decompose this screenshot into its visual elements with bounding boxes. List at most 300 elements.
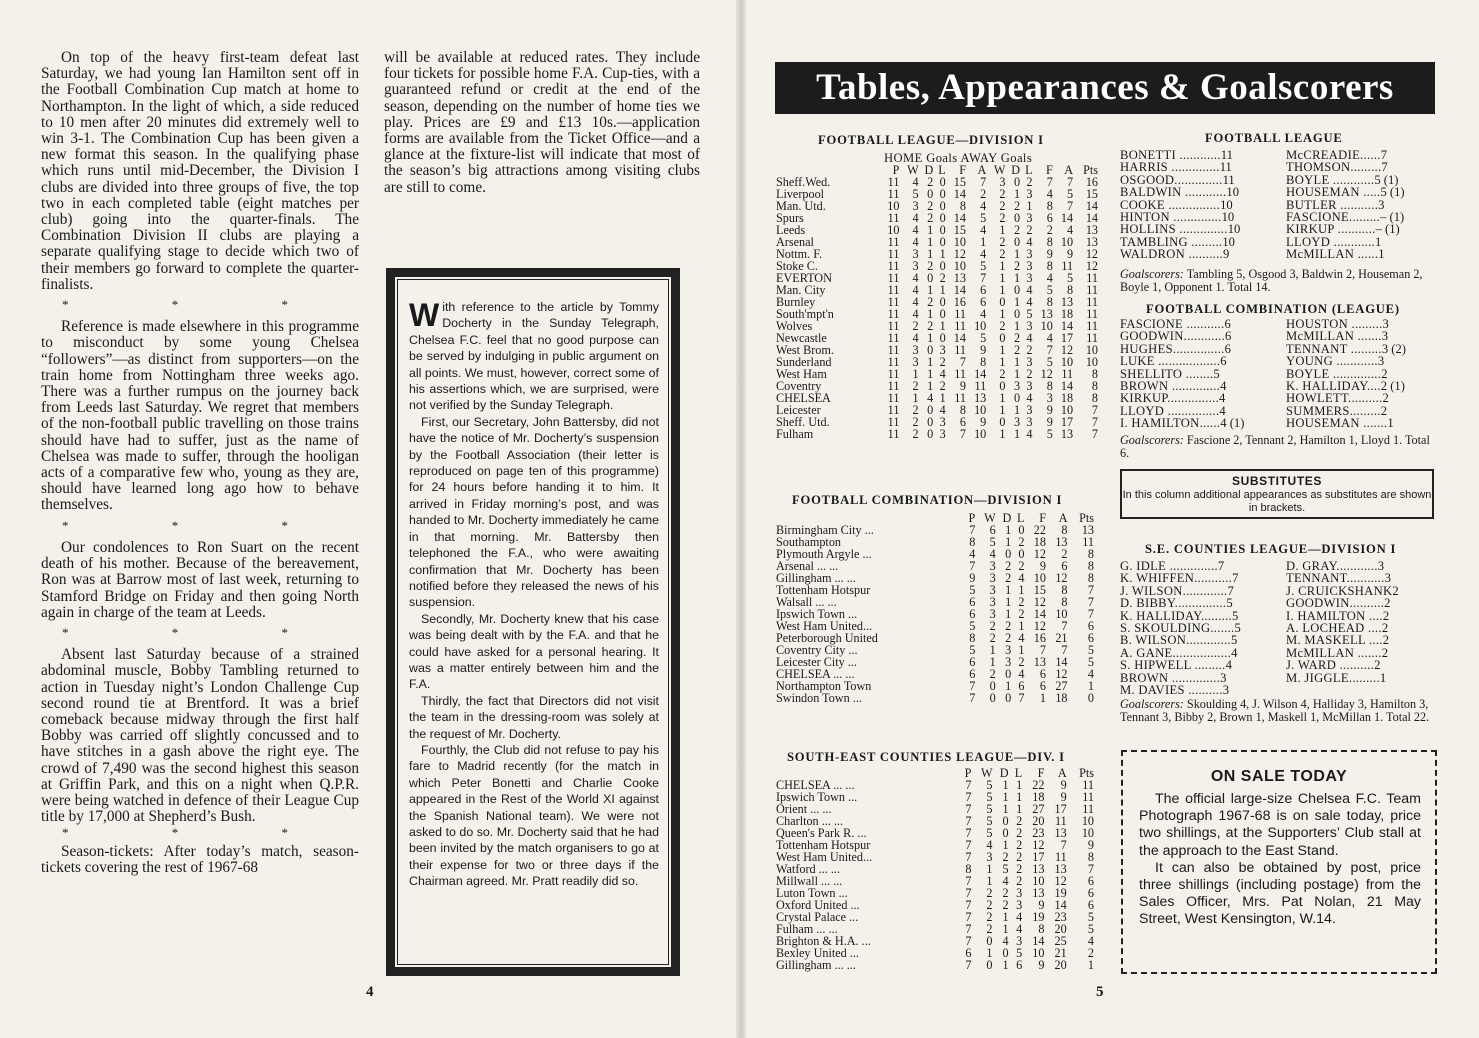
team-name: CHELSEA xyxy=(776,391,831,405)
appearance-entry xyxy=(1120,248,1272,260)
stat-cell: 4 xyxy=(1026,235,1033,249)
stat-cell: 9 xyxy=(1060,778,1067,792)
appearance-count: 6 xyxy=(1224,341,1231,356)
stat-cell: 0 xyxy=(1005,667,1012,681)
stat-cell: 18 xyxy=(1060,307,1074,321)
stat-cell: 2 xyxy=(1005,619,1012,633)
table-row xyxy=(776,692,1094,704)
stat-cell: 7 xyxy=(1087,583,1094,597)
stat-cell: 13 xyxy=(974,391,987,405)
stat-cell: 2 xyxy=(1002,898,1009,912)
stat-cell: 10 xyxy=(1040,319,1053,333)
appearance-count: 3 xyxy=(1377,354,1385,369)
appearance-count: 1 xyxy=(1379,670,1387,685)
stat-cell: 6 xyxy=(1039,679,1046,693)
stat-cell: 13 xyxy=(1055,535,1068,549)
stat-cell: 4 xyxy=(1087,934,1094,948)
stat-cell: 5 xyxy=(1067,187,1074,201)
stat-cell: 4 xyxy=(980,247,987,261)
stat-cell: 15 xyxy=(953,223,966,237)
div1-table xyxy=(776,164,1098,440)
stat-cell: 2 xyxy=(927,259,934,273)
appearance-count: 5 xyxy=(1226,596,1233,611)
column-header: L xyxy=(1014,766,1023,780)
stat-cell: 21 xyxy=(1054,946,1067,960)
stat-cell: 17 xyxy=(1054,802,1067,816)
appearance-count: 1 xyxy=(1375,234,1382,249)
player-name: HOLLINS .............. xyxy=(1120,222,1228,237)
stat-cell: 1 xyxy=(927,235,934,249)
stat-cell: 3 xyxy=(1026,403,1033,417)
stat-cell: 11 xyxy=(1054,850,1067,864)
column-header: D xyxy=(1002,511,1012,525)
stat-cell: 9 xyxy=(1046,247,1053,261)
stat-cell: 1 xyxy=(986,862,993,876)
stat-cell: 3 xyxy=(1005,643,1012,657)
team-name: Leeds xyxy=(776,223,806,237)
stat-cell: 8 xyxy=(965,862,972,876)
team-name: Man. City xyxy=(776,283,826,297)
stat-cell: 2 xyxy=(1087,946,1094,960)
stat-cell: 1 xyxy=(999,271,1006,285)
player-name: GOODWIN............ xyxy=(1120,329,1226,344)
stat-cell: 7 xyxy=(1087,607,1094,621)
team-name: Tottenham Hotspur xyxy=(776,838,871,852)
stat-cell: 1 xyxy=(927,331,934,345)
stat-cell: 1 xyxy=(989,643,996,657)
stat-cell: 11 xyxy=(954,391,966,405)
article-paragraph: Absent last Saturday because of a strained abdominal muscle, Bobby Tambling returned to action in Tuesday night’s London Challenge Cup second round tie at Brentford. It was a brief comeback because midway through the first half Bobby was carried off slightly concussed and to have stitches in a gash above the right eye. The crowd of 7,490 was the second highest this season at Griffin Park, and this on a night when Q.P.R. were being watched in defence of their League Cup title by 17,000 at Shepherd’s Bush. xyxy=(41,646,359,826)
team-name: Sheff.Wed. xyxy=(776,175,831,189)
stat-cell: 14 xyxy=(1060,319,1074,333)
team-name: Plymouth Argyle ... xyxy=(776,547,872,561)
stat-cell: 1 xyxy=(1039,691,1046,705)
stat-cell: 8 xyxy=(1046,259,1053,273)
stat-cell: 3 xyxy=(1014,415,1021,429)
player-name: COOKE ............... xyxy=(1120,197,1221,212)
stat-cell: 19 xyxy=(1054,886,1067,900)
stat-cell: 2 xyxy=(1014,331,1021,345)
stat-cell: 18 xyxy=(1032,790,1045,804)
page-number-left: 4 xyxy=(366,984,374,1000)
team-name: Crystal Palace ... xyxy=(776,910,859,924)
stat-cell: 3 xyxy=(989,559,996,573)
stat-cell: 0 xyxy=(939,199,946,213)
stat-cell: 12 xyxy=(1085,247,1098,261)
appearance-count: 10 xyxy=(1226,185,1239,200)
appearance-count: 4 xyxy=(1225,658,1232,673)
stat-cell: 2 xyxy=(986,898,993,912)
club-statement-box xyxy=(386,268,680,976)
on-sale-paragraph: It can also be obtained by post, price three shillings (including postage) from the Sales Officer, Mrs. Pat Nolan, 21 May Street, West Kensington, W.14. xyxy=(1139,859,1421,928)
club-statement xyxy=(409,299,659,890)
appearance-count: 2 xyxy=(1384,596,1391,611)
table-row xyxy=(776,959,1094,971)
player-name: OSGOOD.............. xyxy=(1120,172,1223,187)
appearance-count: 2 xyxy=(1382,391,1389,406)
stat-cell: 1 xyxy=(1014,271,1021,285)
appearance-count: 3 (2) xyxy=(1381,341,1406,356)
stat-cell: 6 xyxy=(969,667,976,681)
stat-cell: 18 xyxy=(1033,535,1046,549)
stat-cell: 9 xyxy=(1060,790,1067,804)
stat-cell: 5 xyxy=(1026,307,1033,321)
stat-cell: 8 xyxy=(1091,391,1098,405)
stat-cell: 2 xyxy=(1016,814,1023,828)
stat-cell: 4 xyxy=(1026,295,1033,309)
stat-cell: 0 xyxy=(1014,307,1021,321)
stat-cell: 3 xyxy=(1005,655,1012,669)
player-name: THOMSON......... xyxy=(1286,160,1382,175)
stat-cell: 2 xyxy=(1014,199,1021,213)
stat-cell: 2 xyxy=(1046,223,1053,237)
section-stars: * * * xyxy=(62,624,338,640)
player-name: WALDRON .......... xyxy=(1120,247,1223,262)
player-name: GOODWIN.......... xyxy=(1286,596,1385,611)
team-name: Man. Utd. xyxy=(776,199,826,213)
stat-cell: 5 xyxy=(989,535,996,549)
stat-cell: 2 xyxy=(999,235,1006,249)
section-stars: * * * xyxy=(62,825,338,841)
comb-goalscorers: Goalscorers: Fascione 2, Tennant 2, Hamilton 1, Lloyd 1. Total 6. xyxy=(1120,433,1430,460)
stat-cell: 22 xyxy=(1032,778,1045,792)
stat-cell: 7 xyxy=(1060,838,1067,852)
stat-cell: 3 xyxy=(912,247,919,261)
stat-cell: 6 xyxy=(1018,679,1025,693)
appearance-entry xyxy=(1272,417,1438,429)
stat-cell: 4 xyxy=(1018,571,1025,585)
sec-table xyxy=(776,767,1094,971)
substitutes-title: SUBSTITUTES xyxy=(1232,474,1322,488)
appearance-count: 1 xyxy=(1378,247,1385,262)
stat-cell: 3 xyxy=(1026,247,1033,261)
appearance-count: 10 xyxy=(1221,210,1235,225)
stat-cell: 2 xyxy=(999,247,1006,261)
stat-cell: 1 xyxy=(1018,643,1025,657)
stat-cell: 0 xyxy=(1014,283,1021,297)
stat-cell: 1 xyxy=(1005,679,1012,693)
stat-cell: 2 xyxy=(986,922,993,936)
stat-cell: 1 xyxy=(912,367,919,381)
stat-cell: 14 xyxy=(953,211,966,225)
stat-cell: 9 xyxy=(1067,247,1074,261)
stat-cell: 1 xyxy=(1018,619,1025,633)
stat-cell: 11 xyxy=(887,175,900,189)
stat-cell: 11 xyxy=(954,367,966,381)
stat-cell: 0 xyxy=(939,259,946,273)
stat-cell: 10 xyxy=(1081,814,1094,828)
stat-cell: 1 xyxy=(927,379,934,393)
stat-cell: 5 xyxy=(986,778,993,792)
stat-cell: 6 xyxy=(1061,559,1068,573)
stat-cell: 0 xyxy=(1002,946,1009,960)
team-name: Swindon Town ... xyxy=(776,691,862,705)
stat-cell: 4 xyxy=(1046,187,1053,201)
stat-cell: 0 xyxy=(1018,523,1025,537)
player-name: D. GRAY............ xyxy=(1286,559,1378,573)
stat-cell: 7 xyxy=(1087,862,1094,876)
article-paragraph: Reference is made elsewhere in this programme to misconduct by some young Chelsea “followers”—as distinct from supporters—on the train home from Nottingham three weeks ago. There was a further rumpus on the journey back from Leeds last Saturday. We regret that members of the non-football public travelling on those trains should have had to suffer, just as the name of Chelsea was made to suffer, through the hooligan acts of a comparative few who, young as they are, should have learned long ago how to behave themselves. xyxy=(41,318,359,514)
stat-cell: 4 xyxy=(1026,391,1033,405)
stat-cell: 11 xyxy=(887,283,900,297)
stat-cell: 5 xyxy=(1087,910,1094,924)
column-header: W xyxy=(993,163,1006,177)
stat-cell: 11 xyxy=(887,355,900,369)
stat-cell: 5 xyxy=(969,619,976,633)
stat-cell: 17 xyxy=(1060,331,1074,345)
stat-cell: 1 xyxy=(1026,199,1033,213)
stat-cell: 1 xyxy=(1014,319,1021,333)
column-header: P xyxy=(892,163,900,177)
stat-cell: 9 xyxy=(1046,415,1053,429)
player-name: SHELLITO ........ xyxy=(1120,366,1214,381)
stat-cell: 1 xyxy=(980,235,987,249)
stat-cell: 3 xyxy=(989,595,996,609)
stat-cell: 12 xyxy=(1033,547,1046,561)
player-name: BROWN .............. xyxy=(1120,670,1221,685)
on-sale-title: ON SALE TODAY xyxy=(1210,768,1348,785)
stat-cell: 6 xyxy=(965,946,972,960)
stat-cell: 4 xyxy=(986,838,993,852)
fl-appearances xyxy=(1120,149,1438,261)
stat-cell: 2 xyxy=(1026,223,1033,237)
team-name: Arsenal ... ... xyxy=(776,559,839,573)
stat-cell: 7 xyxy=(1046,343,1053,357)
stat-cell: 8 xyxy=(959,199,966,213)
stat-cell: 2 xyxy=(1005,559,1012,573)
stat-cell: 3 xyxy=(1026,187,1033,201)
appearance-count: 3 xyxy=(1381,329,1389,344)
stat-cell: 9 xyxy=(959,379,966,393)
stat-cell: 7 xyxy=(1039,643,1046,657)
stat-cell: 8 xyxy=(980,355,987,369)
stat-cell: 3 xyxy=(912,355,919,369)
stat-cell: 4 xyxy=(980,223,987,237)
team-name: West Ham xyxy=(776,367,827,381)
team-name: Brighton & H.A. ... xyxy=(776,934,871,948)
stat-cell: 1 xyxy=(1014,427,1021,441)
stat-cell: 7 xyxy=(965,934,972,948)
column-header: D xyxy=(924,163,934,177)
stat-cell: 1 xyxy=(939,283,946,297)
stat-cell: 9 xyxy=(1038,898,1045,912)
article-paragraph: On top of the heavy first-team defeat last Saturday, we had young Ian Hamilton sent off in the Football Combination Cup match at home to Northampton. In the light of which, a side reduced to 10 men after 20 minutes did extremely well to win 3-1. The Combination Cup has been given a new format this season. In the qualifying phase which runs until mid-December, the Division I clubs are divided into three groups of five, the top two in each completed table (eight matches per club) going into the quarter-finals. The Combination Division II clubs are playing a separate qualifying stage to decide which two of their members go forward to complete the quarter-finalists. xyxy=(41,49,359,293)
stat-cell: 0 xyxy=(927,415,934,429)
stat-cell: 1 xyxy=(986,874,993,888)
stat-cell: 0 xyxy=(1087,691,1094,705)
stat-cell: 14 xyxy=(953,283,966,297)
player-name: KIRKUP............... xyxy=(1120,391,1220,406)
stat-cell: 11 xyxy=(1086,331,1098,345)
appearance-count: 3 xyxy=(1222,683,1229,698)
stat-cell: 3 xyxy=(989,571,996,585)
stat-cell: 1 xyxy=(927,355,934,369)
stat-cell: 10 xyxy=(1060,403,1074,417)
player-name: LLOYD ............ xyxy=(1286,234,1375,249)
stat-cell: 12 xyxy=(1060,343,1074,357)
appearance-count: 10 xyxy=(1222,234,1235,249)
on-sale-box xyxy=(1121,750,1437,974)
stat-cell: 20 xyxy=(1032,814,1045,828)
stat-cell: 2 xyxy=(939,271,946,285)
player-name: HOWLETT.......... xyxy=(1286,391,1383,406)
column-header: Pts xyxy=(1083,163,1098,177)
stat-cell: 14 xyxy=(974,367,987,381)
stat-cell: 11 xyxy=(1086,271,1098,285)
stat-cell: 11 xyxy=(887,271,900,285)
appearance-count: 5 xyxy=(1234,621,1241,636)
stat-cell: 0 xyxy=(989,679,996,693)
stat-cell: 5 xyxy=(986,790,993,804)
stat-cell: 2 xyxy=(1016,874,1023,888)
stat-cell: 13 xyxy=(1040,307,1053,321)
appearance-count: 5 xyxy=(1213,366,1220,381)
stat-cell: 14 xyxy=(1032,934,1045,948)
stat-cell: 4 xyxy=(939,367,946,381)
stat-cell: 0 xyxy=(927,187,934,201)
stat-cell: 11 xyxy=(954,343,966,357)
stat-cell: 2 xyxy=(1018,535,1025,549)
stat-cell: 4 xyxy=(980,199,987,213)
player-name: BROWN .............. xyxy=(1120,379,1221,394)
stat-cell: 3 xyxy=(999,175,1006,189)
appearance-entry xyxy=(1272,248,1438,260)
stat-cell: 1 xyxy=(927,367,934,381)
player-name: HARRIS .............. xyxy=(1120,160,1220,175)
stat-cell: 1 xyxy=(1016,778,1023,792)
stat-cell: 7 xyxy=(965,802,972,816)
stat-cell: 2 xyxy=(1002,886,1009,900)
appearance-count: – (1) xyxy=(1380,210,1405,225)
appearance-count: 3 xyxy=(1378,197,1385,212)
stat-cell: 10 xyxy=(1060,355,1074,369)
appearance-count: 7 xyxy=(1232,571,1239,586)
player-name: TENNANT........... xyxy=(1286,571,1385,586)
stat-cell: 2 xyxy=(939,355,946,369)
stat-cell: 4 xyxy=(1002,874,1009,888)
column-header: A xyxy=(1058,511,1068,525)
appearance-row xyxy=(1120,684,1438,696)
stat-cell: 7 xyxy=(1061,619,1068,633)
player-name: McMILLAN ...... xyxy=(1286,247,1379,262)
appearance-count: 3 xyxy=(1384,571,1391,586)
stat-cell: 7 xyxy=(1091,403,1098,417)
column-header: F xyxy=(959,163,966,177)
stat-cell: 2 xyxy=(927,295,934,309)
column-header: F xyxy=(1037,766,1045,780)
stat-cell: 3 xyxy=(1016,886,1023,900)
stat-cell: 1 xyxy=(927,307,934,321)
stat-cell: 22 xyxy=(1033,523,1046,537)
stat-cell: 5 xyxy=(1046,283,1053,297)
stat-cell: 2 xyxy=(912,427,919,441)
column-header: L xyxy=(1025,163,1033,177)
stat-cell: 13 xyxy=(1032,886,1045,900)
stat-cell: 2 xyxy=(1018,607,1025,621)
stat-cell: 20 xyxy=(1054,958,1067,972)
stat-cell: 11 xyxy=(887,247,900,261)
article-paragraph: Our condolences to Ron Suart on the recent death of his mother. Because of the bereavement, Ron was at Barrow most of last week, returning to Stamford Bridge on Friday and then going North again in charge of the team at Leeds. xyxy=(41,538,359,621)
stat-cell: 7 xyxy=(969,691,976,705)
player-name: FASCIONE ........... xyxy=(1120,317,1225,331)
stat-cell: 4 xyxy=(980,307,987,321)
stat-cell: 16 xyxy=(1085,175,1098,189)
stat-cell: 2 xyxy=(912,403,919,417)
stat-cell: 6 xyxy=(969,595,976,609)
stat-cell: 15 xyxy=(1085,187,1098,201)
stat-cell: 0 xyxy=(1014,391,1021,405)
sec-title: SOUTH-EAST COUNTIES LEAGUE—DIV. I xyxy=(787,750,1065,764)
stat-cell: 1 xyxy=(1014,367,1021,381)
stat-cell: 2 xyxy=(1026,175,1033,189)
stat-cell: 1 xyxy=(939,319,946,333)
stat-cell: 7 xyxy=(965,778,972,792)
stat-cell: 3 xyxy=(1016,898,1023,912)
stat-cell: 10 xyxy=(887,199,900,213)
team-name: Arsenal xyxy=(776,235,814,249)
stat-cell: 3 xyxy=(939,427,946,441)
appearance-count: 9 xyxy=(1223,247,1230,262)
stat-cell: 1 xyxy=(1018,583,1025,597)
appearance-count: 3 xyxy=(1382,317,1389,331)
stat-cell: 0 xyxy=(1005,691,1012,705)
stat-cell: 2 xyxy=(999,199,1006,213)
appearance-count: 4 xyxy=(1219,391,1226,406)
player-name: LUKE .................. xyxy=(1120,354,1221,369)
stat-cell: 4 xyxy=(1046,331,1053,345)
combination-title: FOOTBALL COMBINATION—DIVISION I xyxy=(792,493,1063,507)
stat-cell: 8 xyxy=(1046,235,1053,249)
stat-cell: 2 xyxy=(1014,223,1021,237)
stat-cell: 0 xyxy=(939,307,946,321)
stat-cell: 3 xyxy=(1016,934,1023,948)
player-name: M. MASKELL .... xyxy=(1286,633,1383,648)
stat-cell: 7 xyxy=(1087,595,1094,609)
appearance-count: 2 xyxy=(1382,608,1390,623)
stat-cell: 2 xyxy=(1005,631,1012,645)
player-name: J. CRUICKSHANK xyxy=(1286,583,1393,598)
stat-cell: 5 xyxy=(986,826,993,840)
stat-cell: 7 xyxy=(969,679,976,693)
stat-cell: 11 xyxy=(887,367,900,381)
player-name: KIRKUP ........... xyxy=(1286,222,1376,237)
statement-first-paragraph: With reference to the article by Tommy Docherty in the Sunday Telegraph, Chelsea F.C. feel that no good purpose can be served by indulging in public argument on all points. We must, however, correct some of his assertions which, we are surprised, were not verified by the Sunday Telegraph. xyxy=(409,297,659,413)
player-name: G. IDLE .............. xyxy=(1120,559,1218,573)
stat-cell: 10 xyxy=(953,235,966,249)
stat-cell: 2 xyxy=(1018,559,1025,573)
player-name: K. HALLIDAY.... xyxy=(1286,379,1381,394)
stat-cell: 13 xyxy=(1081,523,1094,537)
stat-cell: 11 xyxy=(887,379,900,393)
statement-paragraph: Thirdly, the fact that Directors did not visit the team in the dressing-room was solely at the request of Mr. Docherty. xyxy=(409,693,659,741)
team-name: West Ham United... xyxy=(776,850,873,864)
appearance-count: 6 xyxy=(1220,354,1227,369)
stat-cell: 4 xyxy=(912,271,919,285)
stat-cell: 1 xyxy=(1005,607,1012,621)
stat-cell: 0 xyxy=(927,427,934,441)
stat-cell: 1 xyxy=(999,307,1006,321)
stat-cell: 1 xyxy=(1014,355,1021,369)
team-name: Liverpool xyxy=(776,187,825,201)
stat-cell: 18 xyxy=(1055,691,1068,705)
team-name: CHELSEA ... ... xyxy=(776,667,855,681)
stat-cell: 11 xyxy=(887,415,900,429)
stat-cell: 4 xyxy=(989,547,996,561)
stat-cell: 6 xyxy=(989,523,996,537)
stat-cell: 4 xyxy=(912,223,919,237)
stat-cell: 1 xyxy=(1005,583,1012,597)
stat-cell: 14 xyxy=(1054,898,1067,912)
